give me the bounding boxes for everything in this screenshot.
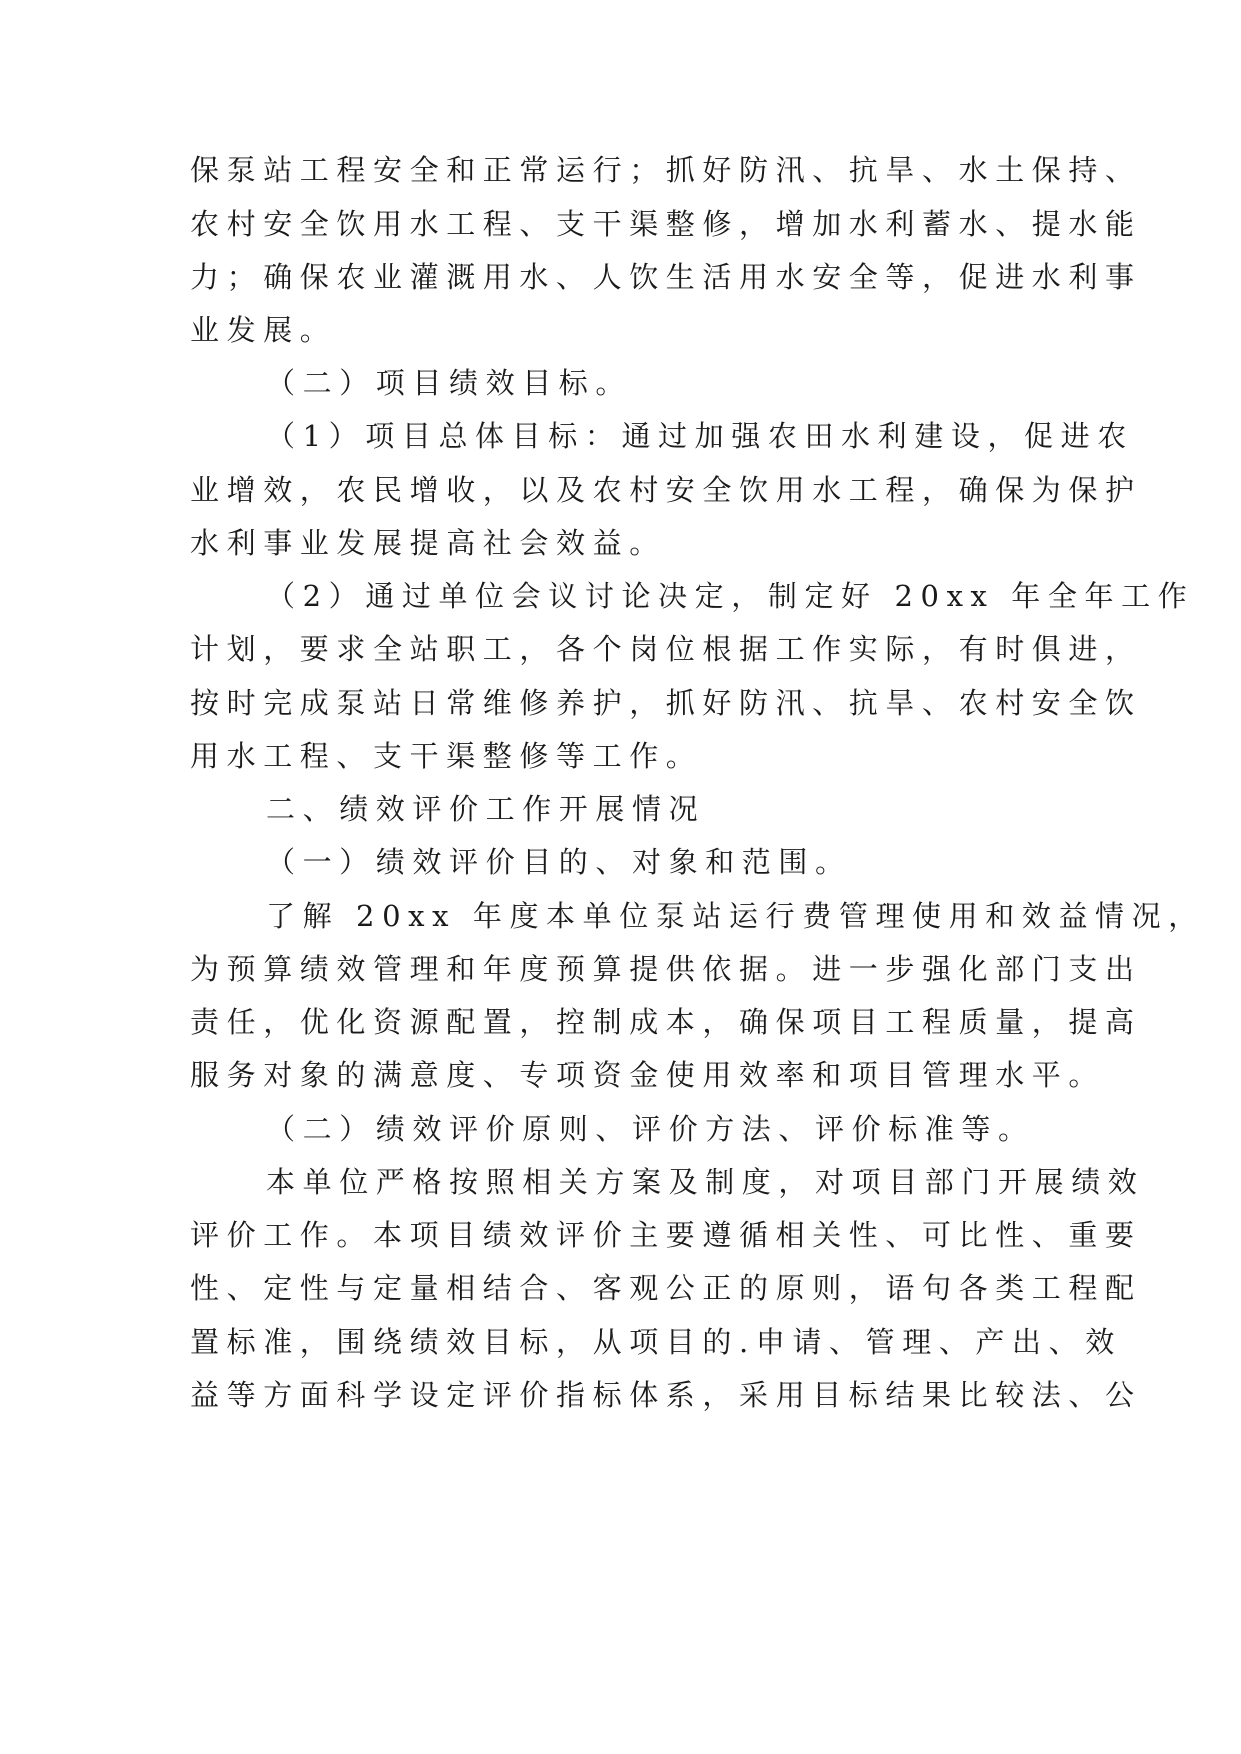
paragraph-line: 业发展。 [190, 313, 337, 347]
section-heading: 二、绩效评价工作开展情况 [266, 792, 706, 826]
paragraph-line: 置标准，围绕绩效目标，从项目的.申请、管理、产出、效 [190, 1325, 1122, 1359]
paragraph-line: 责任，优化资源配置，控制成本，确保项目工程质量，提高 [190, 1005, 1142, 1039]
section-heading: （二）绩效评价原则、评价方法、评价标准等。 [266, 1112, 1035, 1146]
paragraph-line: 力；确保农业灌溉用水、人饮生活用水安全等，促进水利事 [190, 260, 1142, 294]
paragraph-line: 水利事业发展提高社会效益。 [190, 526, 666, 560]
section-heading: （一）绩效评价目的、对象和范围。 [266, 845, 852, 879]
paragraph-line: 业增效，农民增收，以及农村安全饮用水工程，确保为保护 [190, 473, 1142, 507]
paragraph-line: 农村安全饮用水工程、支干渠整修，增加水利蓄水、提水能 [190, 207, 1142, 241]
paragraph-line: 计划，要求全站职工，各个岗位根据工作实际，有时俱进， [190, 632, 1142, 666]
paragraph-line: 服务对象的满意度、专项资金使用效率和项目管理水平。 [190, 1058, 1106, 1092]
paragraph-line: 用水工程、支干渠整修等工作。 [190, 739, 703, 773]
paragraph-line: 按时完成泵站日常维修养护，抓好防汛、抗旱、农村安全饮 [190, 686, 1142, 720]
section-heading: （二）项目绩效目标。 [266, 366, 633, 400]
paragraph-line: 保泵站工程安全和正常运行；抓好防汛、抗旱、水土保持、 [190, 153, 1142, 187]
paragraph-line: 为预算绩效管理和年度预算提供依据。进一步强化部门支出 [190, 952, 1142, 986]
paragraph-line: （2）通过单位会议讨论决定，制定好 20xx 年全年工作 [266, 579, 1195, 613]
paragraph-line: 评价工作。本项目绩效评价主要遵循相关性、可比性、重要 [190, 1218, 1142, 1252]
paragraph-line: （1）项目总体目标：通过加强农田水利建设，促进农 [266, 419, 1134, 453]
paragraph-line: 了解 20xx 年度本单位泵站运行费管理使用和效益情况， [266, 899, 1205, 933]
paragraph-line: 性、定性与定量相结合、客观公正的原则，语句各类工程配 [190, 1271, 1142, 1305]
paragraph-line: 本单位严格按照相关方案及制度，对项目部门开展绩效 [266, 1165, 1145, 1199]
paragraph-line: 益等方面科学设定评价指标体系，采用目标结果比较法、公 [190, 1378, 1142, 1412]
